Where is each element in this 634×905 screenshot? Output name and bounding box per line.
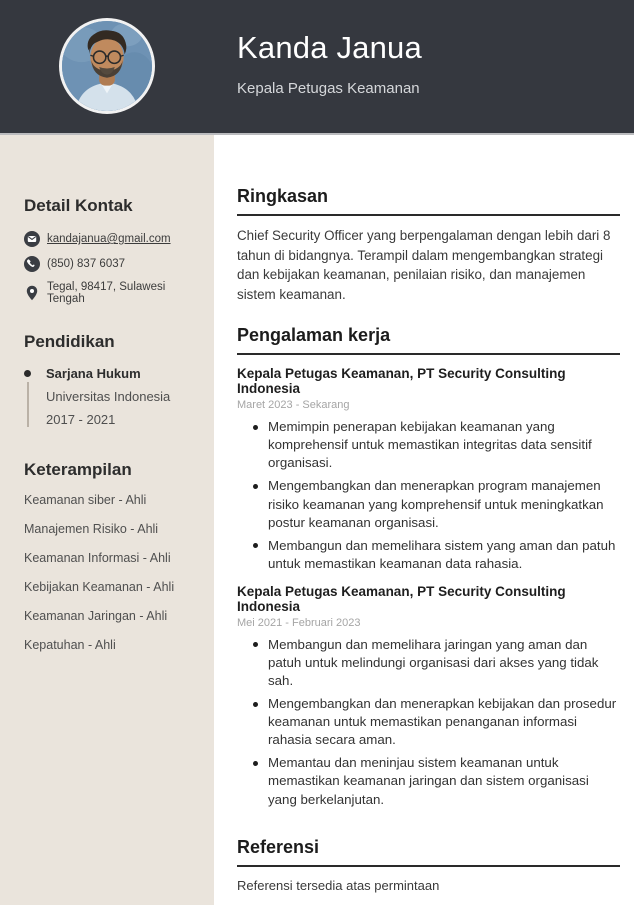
education-school: Universitas Indonesia [46, 388, 171, 404]
job-dates: Maret 2023 - Sekarang [237, 399, 350, 412]
experience-section [237, 325, 620, 808]
job-entry [237, 584, 620, 809]
main-column [237, 186, 620, 893]
education-timeline-line [27, 382, 29, 427]
skill-item: Kepatuhan - Ahli [24, 637, 116, 652]
contact-row-phone [24, 256, 196, 272]
summary-text: Chief Security Officer yang berpengalaman dengan lebih dari 8 tahun di bidangnya. Terampil dalam mengembangkan strategi dan kebijakan keamanan, penilaian risiko, dan manajemen sistem keamanan. [237, 228, 611, 302]
job-dates: Mei 2021 - Februari 2023 [237, 616, 361, 629]
contact-list [24, 231, 196, 305]
sidebar [0, 135, 214, 905]
education-degree: Sarjana Hukum [46, 366, 141, 381]
education-entry [24, 365, 196, 430]
job-bullet: Membangun dan memelihara jaringan yang aman dan patuh untuk melindungi organisasi dari akses yang tidak sah. [237, 636, 620, 690]
job-title: Kepala Petugas Keamanan, PT Security Consulting Indonesia [237, 366, 566, 397]
header-text [237, 30, 422, 97]
skills-list [24, 493, 196, 652]
job-title: Kepala Petugas Keamanan, PT Security Consulting Indonesia [237, 583, 566, 614]
job-bullet-list [237, 636, 620, 809]
references-text: Referensi tersedia atas permintaan [237, 877, 440, 893]
contact-row-location [24, 281, 196, 305]
job-bullet: Mengembangkan dan menerapkan program manajemen risiko keamanan yang komprehensif untuk meningkatkan postur keamanan organisasi. [237, 477, 620, 531]
candidate-name: Kanda Janua [237, 30, 422, 65]
job-bullet: Memantau dan meninjau sistem keamanan untuk memastikan keamanan jaringan dan sistem organisasi yang berkelanjutan. [237, 754, 620, 808]
job-bullet: Membangun dan memelihara sistem yang aman dan patuh untuk memastikan keamanan data rahasia. [237, 537, 620, 573]
location-pin-icon [24, 285, 40, 301]
skill-item: Manajemen Risiko - Ahli [24, 521, 159, 536]
skill-item: Kebijakan Keamanan - Ahli [24, 579, 175, 594]
contact-heading: Detail Kontak [24, 196, 133, 215]
experience-heading: Pengalaman kerja [237, 325, 620, 355]
job-bullet: Memimpin penerapan kebijakan keamanan yang komprehensif untuk memastikan integritas data sensitif organisasi. [237, 418, 620, 472]
summary-section [237, 186, 620, 304]
phone-number: (850) 837 6037 [47, 258, 126, 270]
education-bullet-dot [24, 370, 31, 377]
location-text: Tegal, 98417, Sulawesi Tengah [47, 281, 166, 305]
job-bullet-list [237, 418, 620, 573]
education-dates: 2017 - 2021 [46, 411, 116, 427]
education-heading: Pendidikan [24, 332, 115, 351]
summary-heading: Ringkasan [237, 186, 620, 216]
email-icon [24, 231, 40, 247]
skill-item: Keamanan Jaringan - Ahli [24, 608, 168, 623]
references-section [237, 837, 620, 893]
skills-heading: Keterampilan [24, 459, 132, 479]
job-bullet: Mengembangkan dan menerapkan kebijakan dan prosedur keamanan untuk memastikan penanganan informasi rahasia secara aman. [237, 695, 620, 749]
avatar-illustration [62, 21, 152, 111]
references-heading: Referensi [237, 837, 620, 867]
phone-icon [24, 256, 40, 272]
candidate-job-title: Kepala Petugas Keamanan [237, 80, 420, 97]
skill-item: Keamanan siber - Ahli [24, 492, 147, 507]
job-entry [237, 366, 620, 573]
profile-photo [59, 18, 155, 114]
skill-item: Keamanan Informasi - Ahli [24, 550, 171, 565]
email-link[interactable]: kandajanua@gmail.com [47, 233, 171, 245]
contact-row-email [24, 231, 196, 247]
